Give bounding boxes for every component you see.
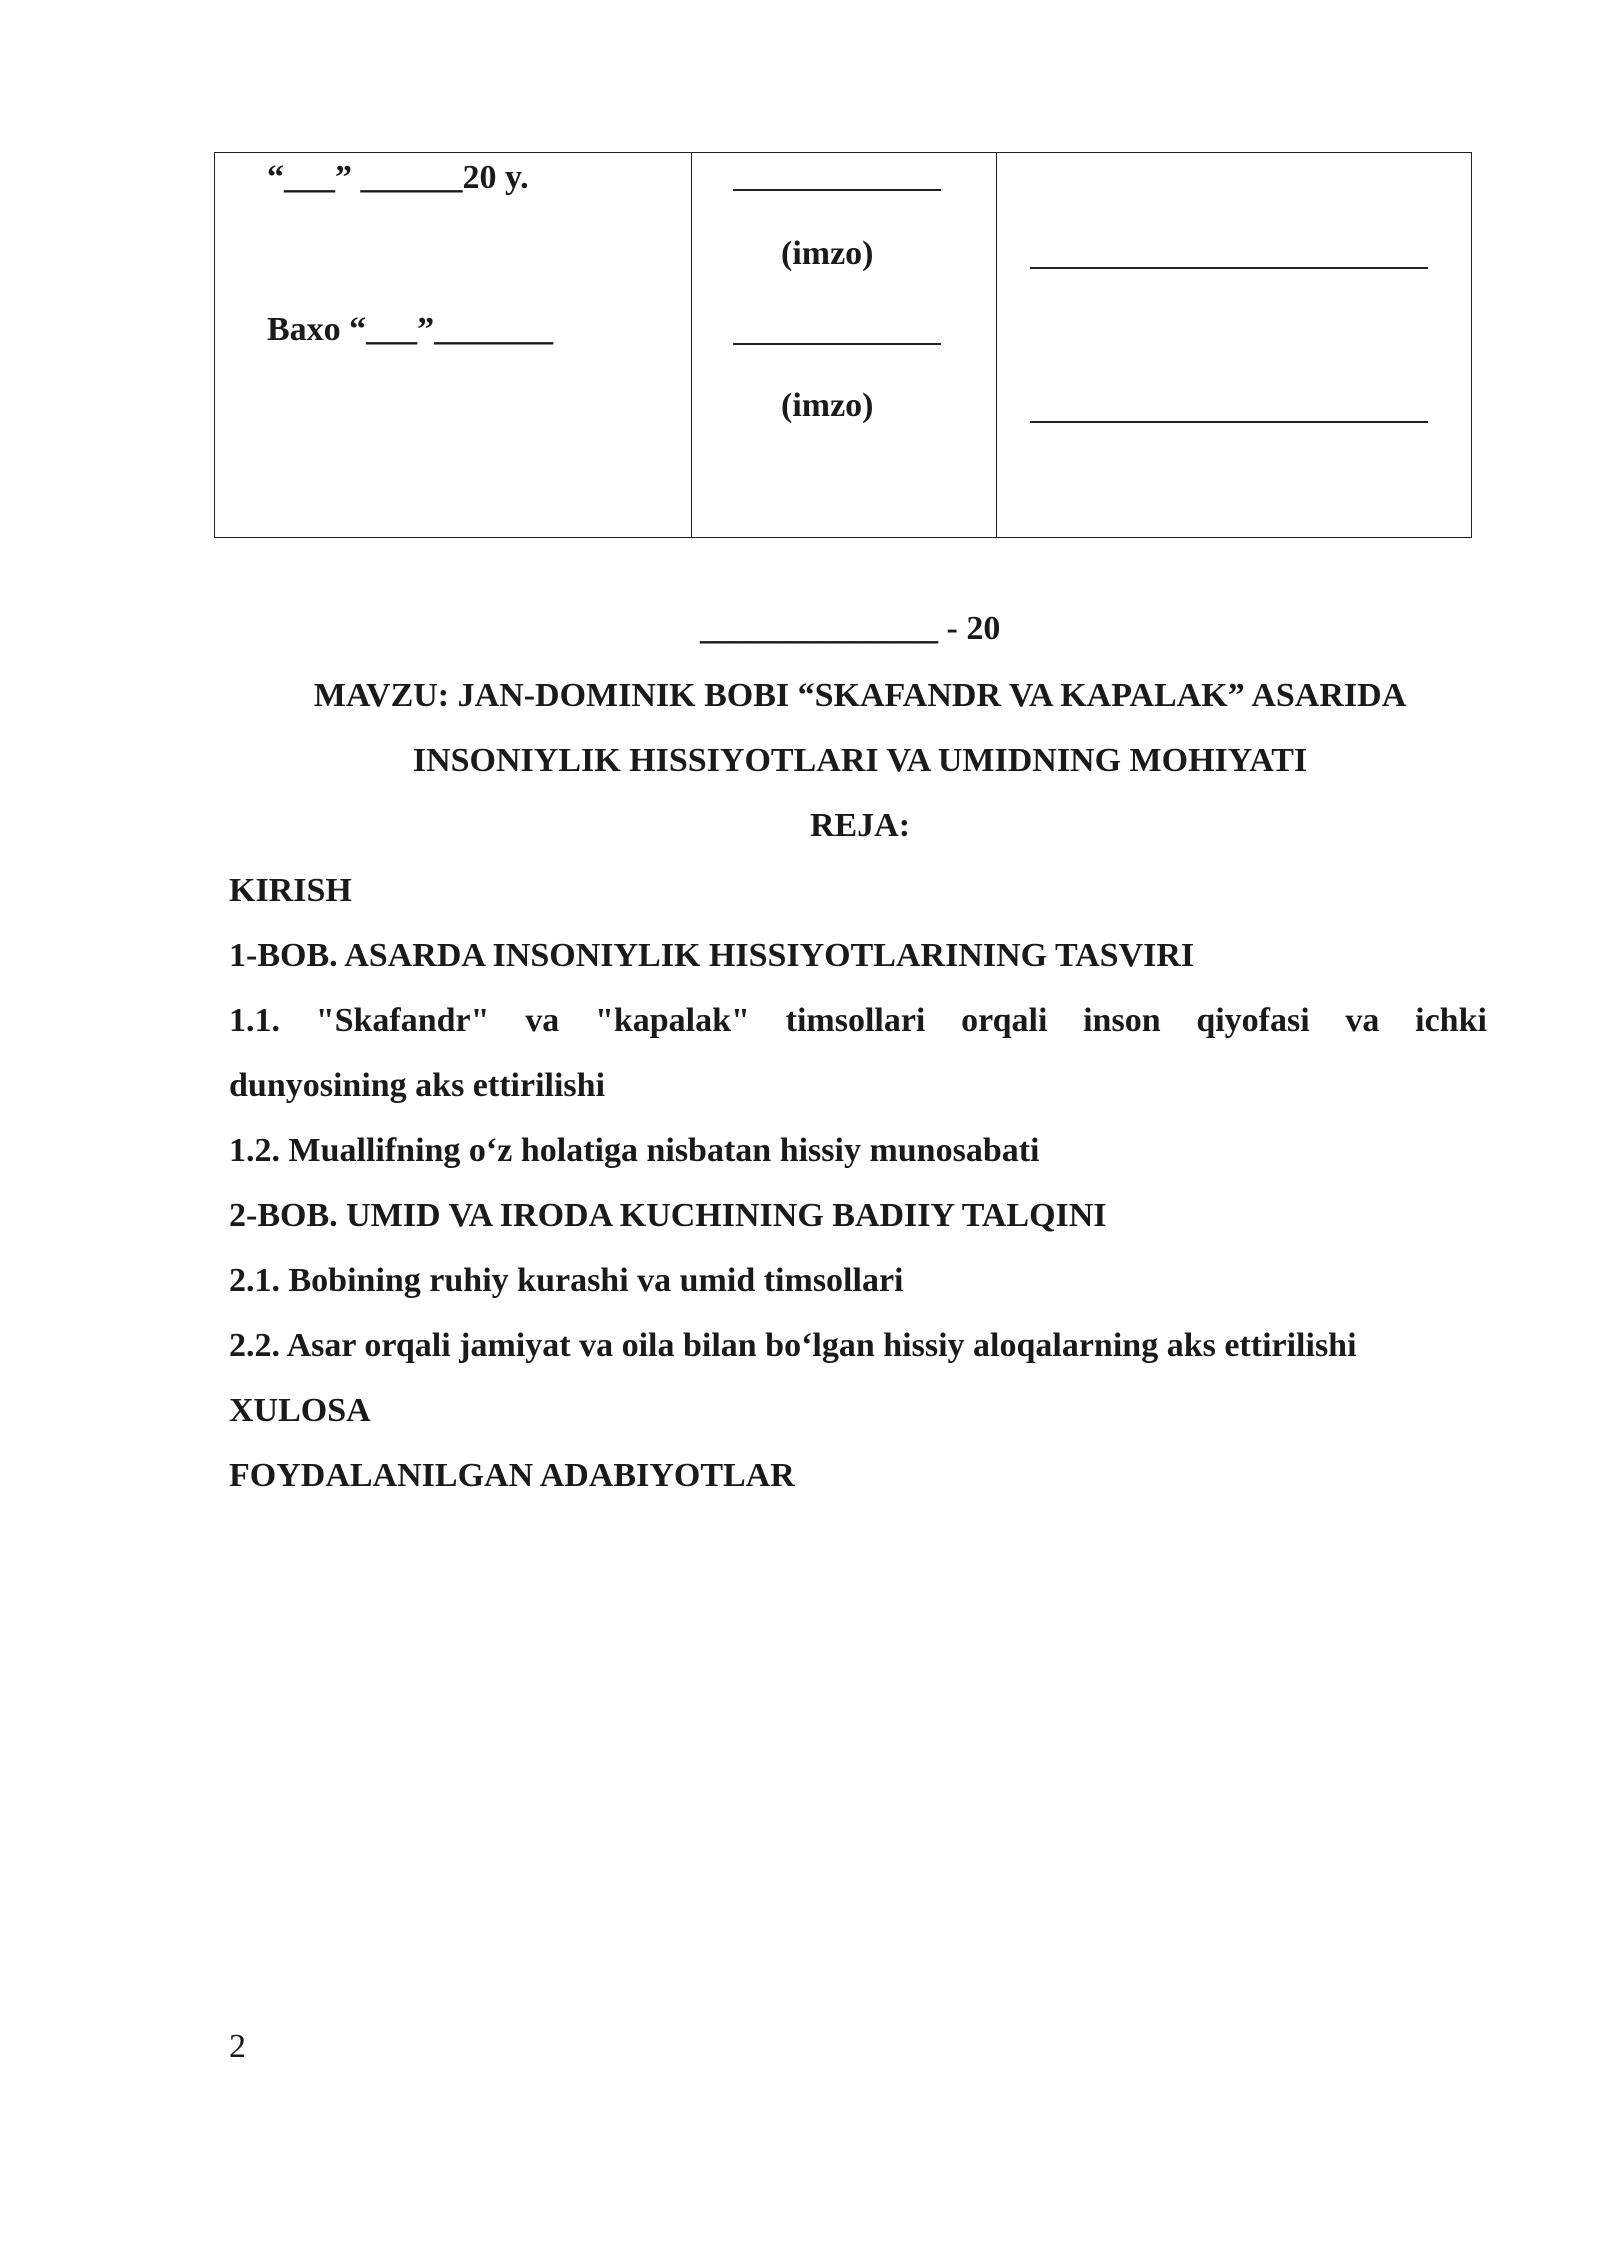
signature-table — [214, 152, 1472, 538]
outline-word: ichki — [1415, 1002, 1487, 1039]
outline-section-1-2: 1.2. Muallifning o‘z holatiga nisbatan hissiy munosabati — [229, 1132, 1040, 1169]
outline-word: timsollari — [785, 1002, 926, 1039]
page-number: 2 — [229, 2028, 246, 2065]
title-line-1: MAVZU: JAN-DOMINIK BOBI “SKAFANDR VA KAPALAK” ASARIDA — [313, 677, 1407, 714]
grade-line: Baxo “___”_______ — [267, 311, 554, 348]
outline-word: "kapalak" — [594, 1002, 750, 1039]
outline-references: FOYDALANILGAN ADABIYOTLAR — [229, 1457, 795, 1494]
table-divider — [996, 153, 997, 537]
signature-line — [733, 343, 941, 345]
outline-section-2-2: 2.2. Asar orqali jamiyat va oila bilan bo‘lgan hissiy aloqalarning aks ettirilishi — [229, 1327, 1357, 1364]
signature-label: (imzo) — [781, 235, 874, 272]
name-line — [1030, 421, 1428, 423]
outline-word: "Skafandr" — [315, 1002, 490, 1039]
outline-word: orqali — [961, 1002, 1048, 1039]
outline-section-1-1-continued: dunyosining aks ettirilishi — [229, 1067, 606, 1104]
table-divider — [691, 153, 692, 537]
outline-word: qiyofasi — [1196, 1002, 1310, 1039]
name-line — [1030, 267, 1428, 269]
outline-conclusion: XULOSA — [229, 1392, 371, 1429]
outline-chapter-2: 2-BOB. UMID VA IRODA KUCHINING BADIIY TALQINI — [229, 1197, 1107, 1234]
signature-label: (imzo) — [781, 387, 874, 424]
outline-word: 1.1. — [229, 1002, 280, 1039]
outline-section-1-1 — [229, 1004, 1487, 1038]
year-line: ______________ - 20 — [700, 610, 1001, 647]
outline-section-2-1: 2.1. Bobining ruhiy kurashi va umid timsollari — [229, 1262, 904, 1299]
outline-word: inson — [1083, 1002, 1161, 1039]
date-line: “___” ______20 y. — [267, 159, 529, 196]
outline-word: va — [525, 1002, 560, 1039]
outline-intro: KIRISH — [229, 872, 352, 909]
plan-heading: REJA: — [809, 807, 911, 844]
signature-line — [733, 189, 941, 191]
outline-word: va — [1345, 1002, 1380, 1039]
outline-chapter-1: 1-BOB. ASARDA INSONIYLIK HISSIYOTLARINING TASVIRI — [229, 937, 1195, 974]
title-line-2: INSONIYLIK HISSIYOTLARI VA UMIDNING MOHIYATI — [412, 742, 1308, 779]
